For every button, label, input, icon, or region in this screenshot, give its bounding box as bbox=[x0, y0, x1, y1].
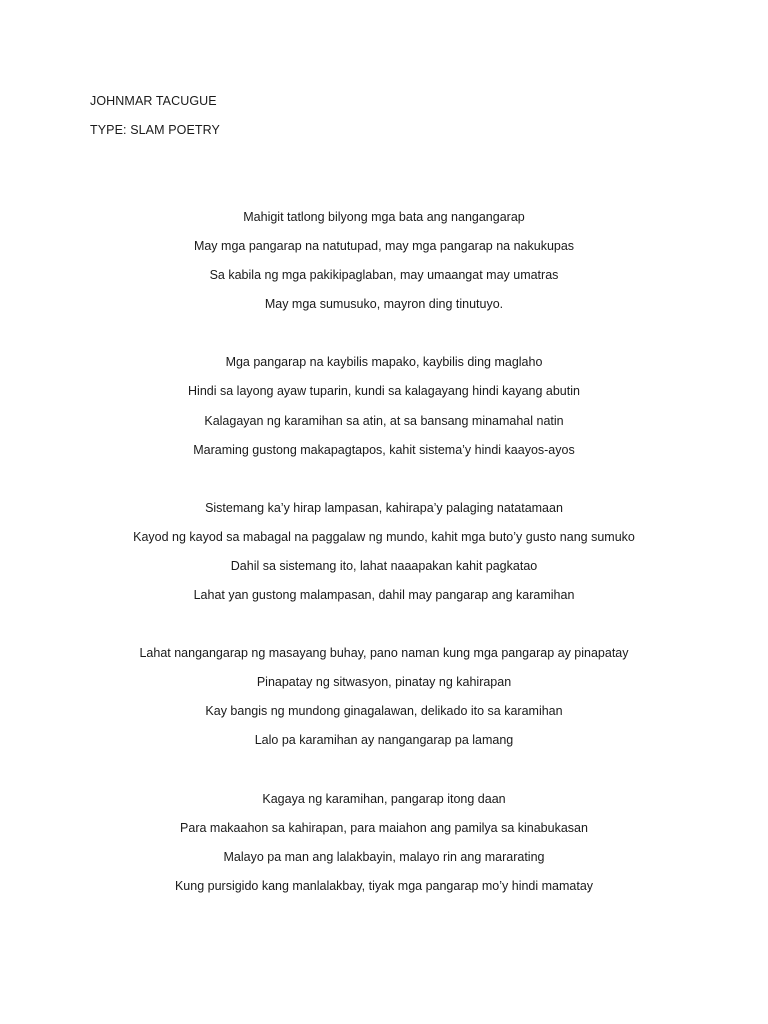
poem-line: Mga pangarap na kaybilis mapako, kaybilis ding maglaho bbox=[225, 355, 543, 370]
poem-line: Lahat nangangarap ng masayang buhay, pano naman kung mga pangarap ay pinapatay bbox=[139, 646, 629, 661]
poem-line: Kay bangis ng mundong ginagalawan, delikado ito sa karamihan bbox=[205, 704, 563, 719]
stanza bbox=[0, 206, 768, 322]
poem-line: Sistemang ka’y hirap lampasan, kahirapa’y palaging natatamaan bbox=[205, 500, 563, 515]
stanza bbox=[0, 642, 768, 758]
poem-line: Lalo pa karamihan ay nangangarap pa lamang bbox=[254, 733, 514, 748]
poem-line: Kagaya ng karamihan, pangarap itong daan bbox=[262, 791, 506, 806]
poem-line: May mga pangarap na natutupad, may mga pangarap na nakukupas bbox=[193, 239, 575, 254]
stanza bbox=[0, 351, 768, 467]
poem-line: Dahil sa sistemang ito, lahat naaapakan kahit pagkatao bbox=[230, 558, 538, 573]
poem-line: Kung pursigido kang manlalakbay, tiyak mga pangarap mo’y hindi mamatay bbox=[174, 878, 594, 893]
poem-line: Pinapatay ng sitwasyon, pinatay ng kahirapan bbox=[256, 675, 512, 690]
stanza bbox=[0, 497, 768, 613]
poem-line: Lahat yan gustong malampasan, dahil may pangarap ang karamihan bbox=[193, 588, 575, 603]
poem-type: TYPE: SLAM POETRY bbox=[90, 123, 220, 137]
poem-line: Hindi sa layong ayaw tuparin, kundi sa kalagayang hindi kayang abutin bbox=[188, 384, 580, 399]
poem-line: Maraming gustong makapagtapos, kahit sistema’y hindi kaayos-ayos bbox=[193, 442, 575, 457]
poem-line: Malayo pa man ang lalakbayin, malayo rin ang mararating bbox=[223, 849, 545, 864]
author-name: JOHNMAR TACUGUE bbox=[90, 94, 217, 108]
poem-line: Kalagayan ng karamihan sa atin, at sa bansang minamahal natin bbox=[204, 413, 564, 428]
poem-line: May mga sumusuko, mayron ding tinutuyo. bbox=[264, 297, 504, 312]
poem-line: Mahigit tatlong bilyong mga bata ang nangangarap bbox=[243, 210, 525, 224]
poem-line: Para makaahon sa kahirapan, para maiahon ang pamilya sa kinabukasan bbox=[180, 820, 588, 835]
poem-line: Sa kabila ng mga pakikipaglaban, may umaangat may umatras bbox=[209, 268, 559, 283]
poem-body bbox=[0, 206, 768, 933]
poem-line: Kayod ng kayod sa mabagal na paggalaw ng mundo, kahit mga buto’y gusto nang sumuko bbox=[133, 529, 635, 544]
stanza bbox=[0, 788, 768, 904]
